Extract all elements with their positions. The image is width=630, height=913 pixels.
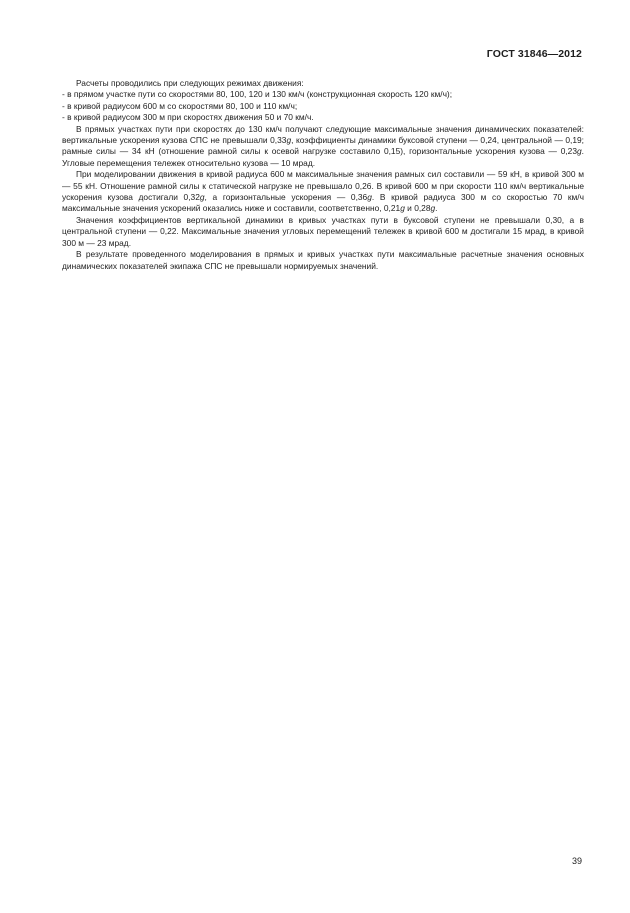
page-number: 39 — [571, 856, 582, 866]
mode-list-item: - в кривой радиусом 300 м при скоростях движения 50 и 70 км/ч. — [62, 112, 314, 123]
conclusion-paragraph: В результате проведенного моделирования в прямых и кривых участках пути максимальные расчетные значения основных динамических показателей экипажа СПС не превышали нормируемых значений. — [62, 249, 584, 271]
text-run: При моделировании движения в кривой радиуса 600 м максимальные значения рамных сил составили — 59 кН, в кривой 300 м — 55 кН. Отношение рамной силы к статической нагрузке не превышало 0,26. В кривой 600 м при скорости 110 км/ч вертикальные ускорения кузова достигали 0,32 — [62, 169, 584, 203]
body-text — [62, 78, 584, 272]
gravity-symbol: g — [286, 135, 292, 146]
gravity-symbol: g — [367, 192, 372, 203]
intro-paragraph: Расчеты проводились при следующих режимах движения: — [76, 78, 304, 88]
curve-modeling-paragraph — [62, 169, 584, 215]
text-run: . — [435, 203, 438, 214]
gravity-symbol: g — [199, 192, 205, 203]
mode-list-item: - в кривой радиусом 600 м со скоростями 80, 100 и 110 км/ч; — [62, 100, 298, 111]
vertical-dynamics-paragraph: Значения коэффициентов вертикальной динамики в кривых участках пути в буксовой ступени не превышали 0,30, а в центральной ступени — 0,22. Максимальные значения угловых перемещений тележек в кривой 600 м достигали 15 мрад, в кривой 300 м — 23 мрад. — [62, 214, 584, 248]
text-run: и 0,28 — [404, 203, 431, 214]
standard-code-header: ГОСТ 31846—2012 — [486, 48, 582, 60]
gravity-symbol: g — [430, 203, 436, 214]
text-run: В прямых участках пути при скоростях до 130 км/ч получают следующие максимальные значения динамических показателей: вертикальные ускорения кузова СПС не превышали 0,33 — [62, 123, 584, 146]
straight-track-paragraph — [62, 124, 584, 170]
text-run: . Угловые перемещения тележек относительно кузова — 10 мрад. — [62, 146, 584, 168]
text-run: . В кривой радиуса 300 м со скоростью 70 км/ч максимальные значения ускорений оказались ниже и составили, соответственно, 0,21 — [62, 192, 584, 214]
mode-list-item: - в прямом участке пути со скоростями 80, 100, 120 и 130 км/ч (конструкционная скорость 120 км/ч); — [62, 89, 453, 100]
gravity-symbol: g — [400, 203, 405, 214]
text-run: , коэффициенты динамики буксовой ступени — 0,24, центральной — 0,19; рамные силы — 34 кН (отношение рамной силы к осевой нагрузке составило 0,15), горизонтальные ускорения кузова — 0,23 — [62, 135, 584, 157]
text-run: , а горизонтальные ускорения — 0,36 — [204, 192, 368, 203]
gravity-symbol: g — [577, 146, 582, 157]
